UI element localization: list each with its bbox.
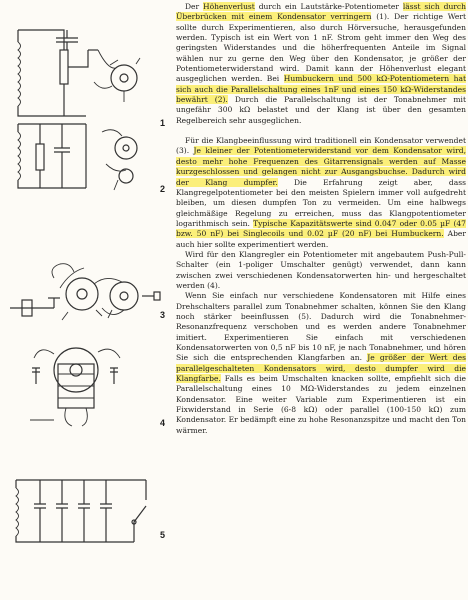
article-text-column	[176, 2, 466, 436]
circuit-diagram-4	[10, 324, 160, 434]
circuit-diagram-2	[6, 118, 161, 198]
paragraph-2	[176, 136, 466, 250]
body-text: Durch die Parallelschaltung ist der Tonabnehmer mit ungefähr 300 kΩ belastet und der Klang ist über den gesamten Regelbereich sehr ausgeglichen.	[176, 95, 467, 125]
body-text: durch ein Lautstärke-Potentiometer	[254, 2, 403, 11]
figure-number-2: 2	[160, 184, 166, 194]
circuit-figures-column	[0, 0, 172, 600]
circuit-diagram-5	[6, 470, 161, 550]
paragraph-4	[176, 291, 466, 436]
body-text: Wenn Sie einfach nur verschiedene Kondensatoren mit Hilfe eines Drehschalters parallel zum Tonabnehmer schalten, können Sie den Klang noch stärker beeinflussen (5). Dadurch wird die Tonabnehmer-Resonanzfrequenz verschoben und es werden andere Tonabnehmer imitiert. Experimentieren Sie einfach mit verschiedenen Kondensatorwerten von 0,5 nF bis 10 nF, je nach Tonabnehmer, und hören Sie sich die entsprechenden Klangfarben an.	[176, 291, 466, 363]
highlighted-text: Je größer der Wert des parallelgeschalteten Kondensators wird, desto dumpfer wird die Klangfarbe.	[176, 353, 466, 384]
paragraph-1	[176, 2, 466, 126]
body-text: Die Erfahrung zeigt aber, dass Klangregelpotentiometer bei den meisten Spielern immer voll aufgedreht bleiben, um diesen dumpfen Ton zu vermeiden. Um eine halbwegs gleichmäßige Regelung zu erreichen, muss das Klangpotentiometer logarithmisch sein.	[176, 177, 467, 228]
body-text: Wird für den Klangregler ein Potentiometer mit angebautem Push-Pull-Schalter (ein 1-poliger Umschalter genügt) verwendet, dann kann zwischen zwei verschiedenen Kondensatorwerten hin- und hergeschaltet werden (4).	[176, 249, 466, 290]
body-text: (1). Der richtige Wert sollte durch Experimentieren, also durch Hörversuche, herausgefunden werden. Typisch ist ein Wert von 1 nF. Strom geht immer den Weg des geringsten Widerstandes und die höherfrequenten Anteile im Signal wählen nur zu gerne den Weg über den Kondensator, je größer der Potentiometerwiderstand wird. Damit kann der Höhenverlust elegant ausgeglichen werden. Bei	[176, 12, 466, 84]
figure-number-4: 4	[160, 418, 166, 428]
figure-number-1: 1	[160, 118, 166, 128]
body-text: Der	[185, 2, 203, 11]
highlighted-text: Höhenverlust	[203, 2, 255, 11]
highlighted-text: Humbuckern und 500 kΩ-Potentiometern hat sich auch die Parallelschaltung eines 1nF und eines 150 kΩ-Widerstandes bewährt (2).	[176, 74, 466, 105]
figure-number-3: 3	[160, 310, 166, 320]
circuit-diagram-1	[6, 20, 161, 130]
body-text: Aber auch hier sollte experimentiert werden.	[176, 229, 466, 249]
circuit-diagram-3	[4, 238, 164, 338]
paragraph-3	[176, 250, 466, 291]
body-text: Für die Klangbeeinflussung wird traditionell ein Kondensator verwendet (3).	[176, 136, 466, 156]
highlighted-text: Typische Kapazitätswerte sind 0.047 oder 0.05 µF (47 bzw. 50 nF) bei Singlecoils und 0.02 µF (20 nF) bei Humbuckern.	[176, 218, 466, 239]
figure-number-5: 5	[160, 530, 166, 540]
highlighted-text: Je kleiner der Potentiometerwiderstand vor dem Kondensator wird, desto mehr hohe Frequenzen des Gitarrensignals werden auf Masse kurzgeschlossen und gelangen nicht zur Ausgangsbuchse. Dadurch wird der Klang dumpfer.	[176, 146, 466, 187]
body-text: Falls es beim Umschalten knacken sollte, empfiehlt sich die Parallelschaltung eines 10 MΩ-Widerstandes zu jedem einzelnen Kondensator. Eine weiter Variable zum Experimentieren ist ein Fixwiderstand in Serie (6-8 kΩ) oder parallel (100-150 kΩ) zum Kondensator. Er bedämpft eine zu hohe Resonanzspitze und macht den Ton wärmer.	[176, 374, 466, 435]
highlighted-text: lässt sich durch Überbrücken mit einem Kondensator verringern	[176, 2, 467, 22]
